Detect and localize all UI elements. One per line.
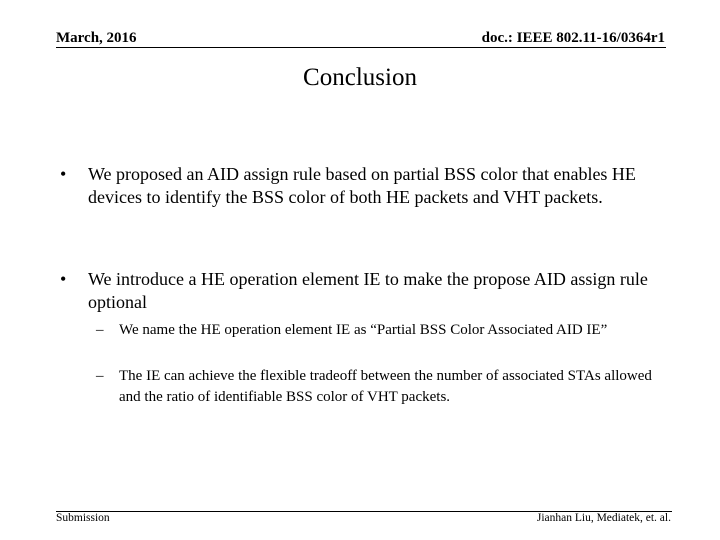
footer-author: Jianhan Liu, Mediatek, et. al. [536, 512, 671, 524]
sub-bullet-marker: – [96, 368, 104, 384]
bullet-item-2 [60, 268, 670, 314]
bullet-marker: • [60, 164, 67, 184]
header-divider [56, 47, 666, 48]
sub-bullet-text: The IE can achieve the flexible tradeoff between the number of associated STAs allowed and the ratio of identifiable BSS color of VHT packets. [119, 368, 652, 405]
sub-bullet-text: We name the HE operation element IE as “Partial BSS Color Associated AID IE” [119, 322, 608, 338]
bullet-item-1 [60, 163, 670, 209]
sub-bullet-item-1 [96, 320, 666, 341]
bullet-marker: • [60, 269, 67, 289]
bullet-text: We introduce a HE operation element IE to make the propose AID assign rule optional [88, 269, 648, 312]
footer-submission: Submission [56, 512, 110, 524]
sub-bullet-marker: – [96, 322, 104, 338]
sub-bullet-item-2 [96, 366, 666, 407]
bullet-text: We proposed an AID assign rule based on partial BSS color that enables HE devices to identify the BSS color of both HE packets and VHT packets. [88, 164, 636, 207]
header-date: March, 2016 [56, 30, 137, 46]
slide-title: Conclusion [303, 64, 417, 91]
header-doc-id: doc.: IEEE 802.11-16/0364r1 [481, 30, 665, 46]
